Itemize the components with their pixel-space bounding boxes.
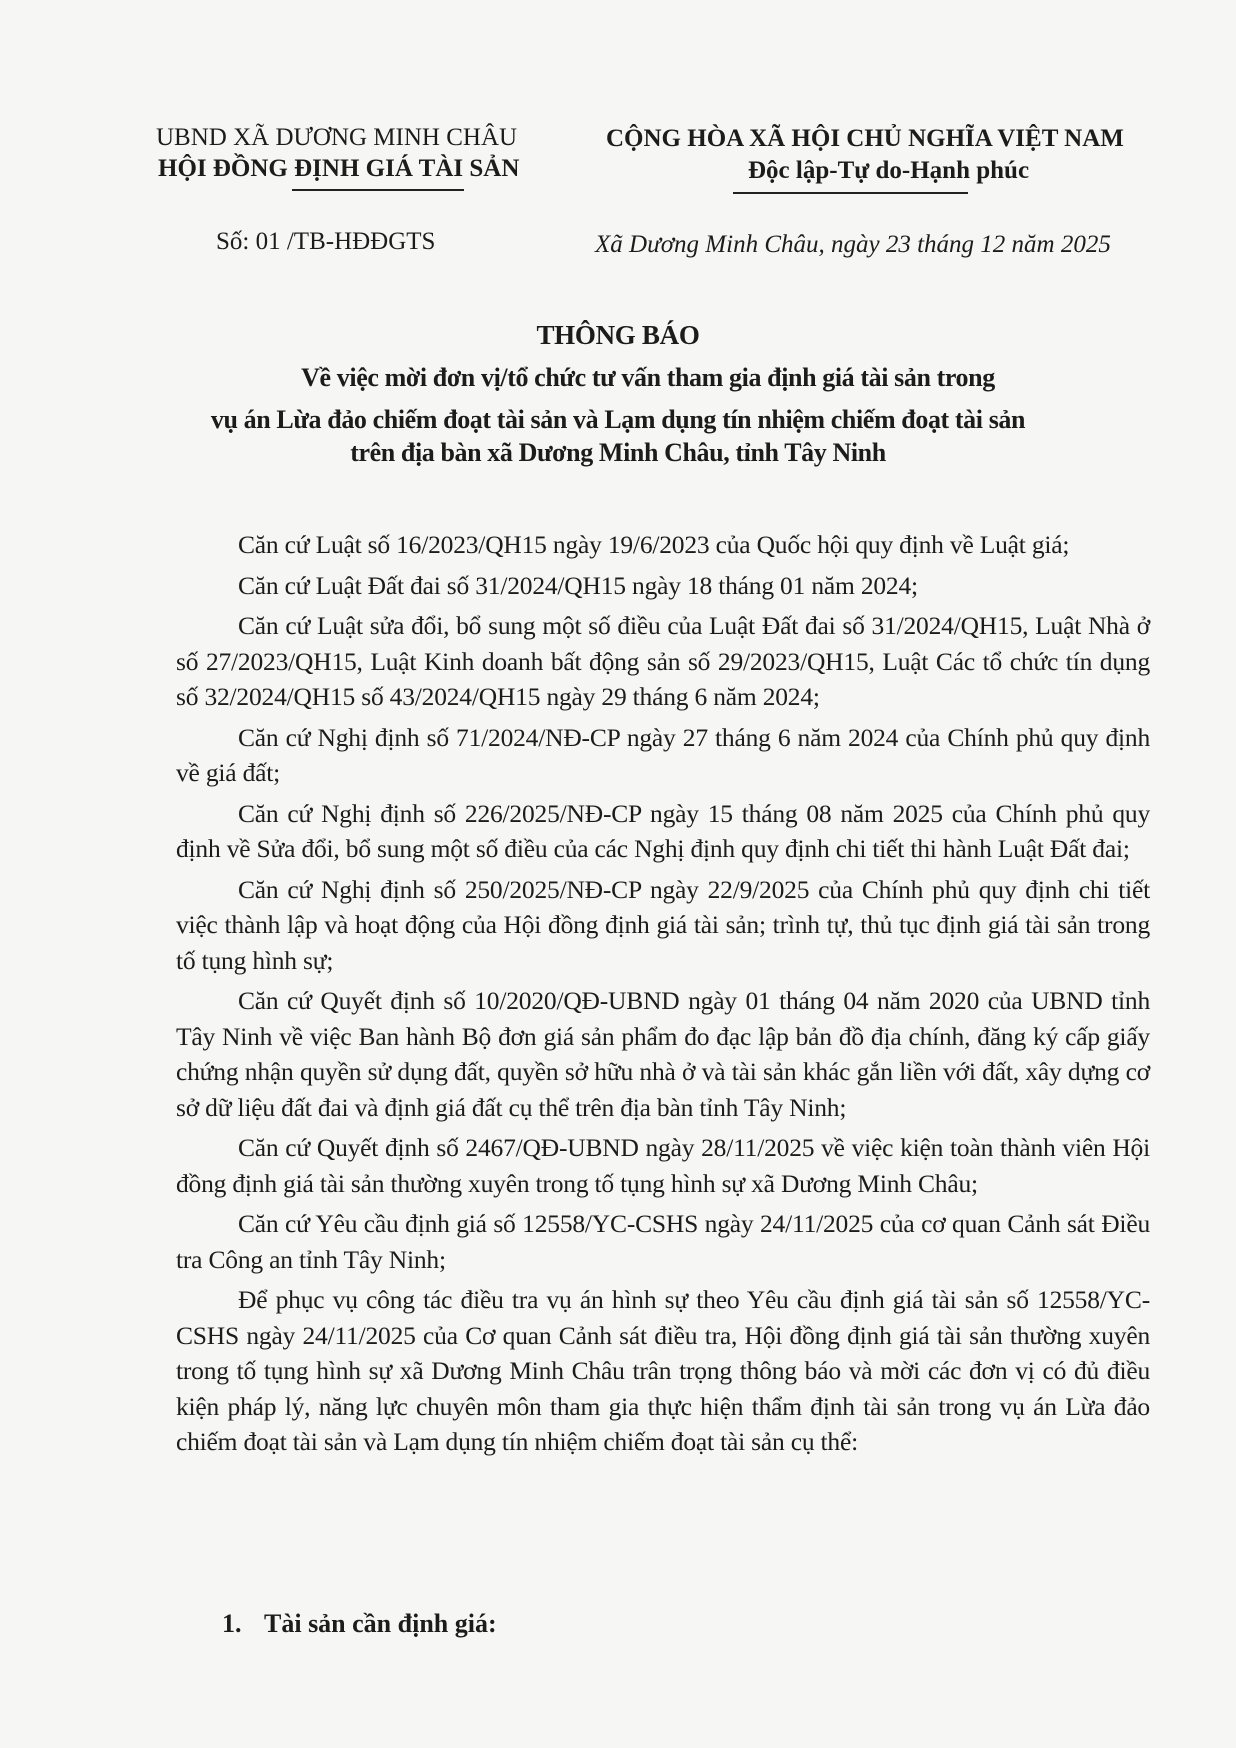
purpose-paragraph: Để phục vụ công tác điều tra vụ án hình sự theo Yêu cầu định giá tài sản số 12558/YC-CSHS ngày 24/11/2025 của Cơ quan Cảnh sát điều tra, Hội đồng định giá tài sản thường xuyên trong tố tụng hình sự xã Dương Minh Châu trân trọng thông báo và mời các đơn vị có đủ điều kiện pháp lý, năng lực chuyên môn tham gia thực hiện thẩm định tài sản trong vụ án Lừa đảo chiếm đoạt tài sản và Lạm dụng tín nhiệm chiếm đoạt tài sản cụ thể: bbox=[176, 1285, 1150, 1456]
document-title: THÔNG BÁO bbox=[536, 320, 700, 350]
legal-basis-paragraph: Căn cứ Luật số 16/2023/QH15 ngày 19/6/2023 của Quốc hội quy định về Luật giá; bbox=[238, 530, 1070, 559]
legal-basis-paragraph: Căn cứ Luật sửa đổi, bổ sung một số điều của Luật Đất đai số 31/2024/QH15, Luật Nhà ở số 27/2023/QH15, Luật Kinh doanh bất động sản số 29/2023/QH15, Luật Các tổ chức tín dụng số 32/2024/QH15 số 43/2024/QH15 ngày 29 tháng 6 năm 2024; bbox=[176, 611, 1150, 711]
document-body bbox=[176, 527, 1150, 1463]
issuing-agency: HỘI ĐỒNG ĐỊNH GIÁ TÀI SẢN bbox=[158, 155, 520, 182]
subject-line-3: trên địa bàn xã Dương Minh Châu, tỉnh Tây Ninh bbox=[350, 438, 886, 467]
agency-underline-divider bbox=[292, 189, 464, 191]
legal-basis-paragraph: Căn cứ Nghị định số 226/2025/NĐ-CP ngày 15 tháng 08 năm 2025 của Chính phủ quy định về Sửa đổi, bổ sung một số điều của các Nghị định quy định chi tiết thi hành Luật Đất đai; bbox=[176, 798, 1150, 863]
section-title: Tài sản cần định giá: bbox=[264, 1609, 497, 1638]
section-heading-assets bbox=[222, 1609, 497, 1639]
document-number: Số: 01 /TB-HĐĐGTS bbox=[216, 228, 436, 255]
legal-basis-paragraph: Căn cứ Luật Đất đai số 31/2024/QH15 ngày 18 tháng 01 năm 2024; bbox=[238, 570, 918, 600]
subject-line-1: Về việc mời đơn vị/tổ chức tư vấn tham gia định giá tài sản trong bbox=[301, 363, 995, 392]
subject-line-2: vụ án Lừa đảo chiếm đoạt tài sản và Lạm dụng tín nhiệm chiếm đoạt tài sản bbox=[210, 405, 1026, 434]
place-and-date: Xã Dương Minh Châu, ngày 23 tháng 12 năm 2025 bbox=[595, 231, 1111, 258]
legal-basis-paragraph: Căn cứ Nghị định số 71/2024/NĐ-CP ngày 27 tháng 6 năm 2024 của Chính phủ quy định về giá đất; bbox=[176, 722, 1150, 787]
legal-basis-paragraph: Căn cứ Quyết định số 2467/QĐ-UBND ngày 28/11/2025 về việc kiện toàn thành viên Hội đồng định giá tài sản thường xuyên trong tố tụng hình sự xã Dương Minh Châu; bbox=[176, 1133, 1150, 1198]
section-number: 1. bbox=[222, 1609, 242, 1638]
legal-basis-paragraph: Căn cứ Quyết định số 10/2020/QĐ-UBND ngày 01 tháng 04 năm 2020 của UBND tỉnh Tây Ninh về việc Ban hành Bộ đơn giá sản phẩm đo đạc lập bản đồ địa chính, đăng ký cấp giấy chứng nhận quyền sử dụng đất, quyền sở hữu nhà ở và tài sản khác gắn liền với đất, xây dựng cơ sở dữ liệu đất đai và định giá đất cụ thể trên địa bàn tỉnh Tây Ninh; bbox=[176, 986, 1150, 1122]
issuing-authority: UBND XÃ DƯƠNG MINH CHÂU bbox=[156, 124, 518, 151]
national-title: CỘNG HÒA XÃ HỘI CHỦ NGHĨA VIỆT NAM bbox=[606, 125, 1124, 152]
legal-basis-paragraph: Căn cứ Yêu cầu định giá số 12558/YC-CSHS ngày 24/11/2025 của cơ quan Cảnh sát Điều tra Công an tỉnh Tây Ninh; bbox=[176, 1209, 1150, 1274]
legal-basis-paragraph: Căn cứ Nghị định số 250/2025/NĐ-CP ngày 22/9/2025 của Chính phủ quy định chi tiết việc thành lập và hoạt động của Hội đồng định giá tài sản; trình tự, thủ tục định giá tài sản trong tố tụng hình sự; bbox=[176, 874, 1150, 975]
national-motto: Độc lập-Tự do-Hạnh phúc bbox=[748, 157, 1030, 184]
motto-underline-divider bbox=[733, 192, 968, 194]
